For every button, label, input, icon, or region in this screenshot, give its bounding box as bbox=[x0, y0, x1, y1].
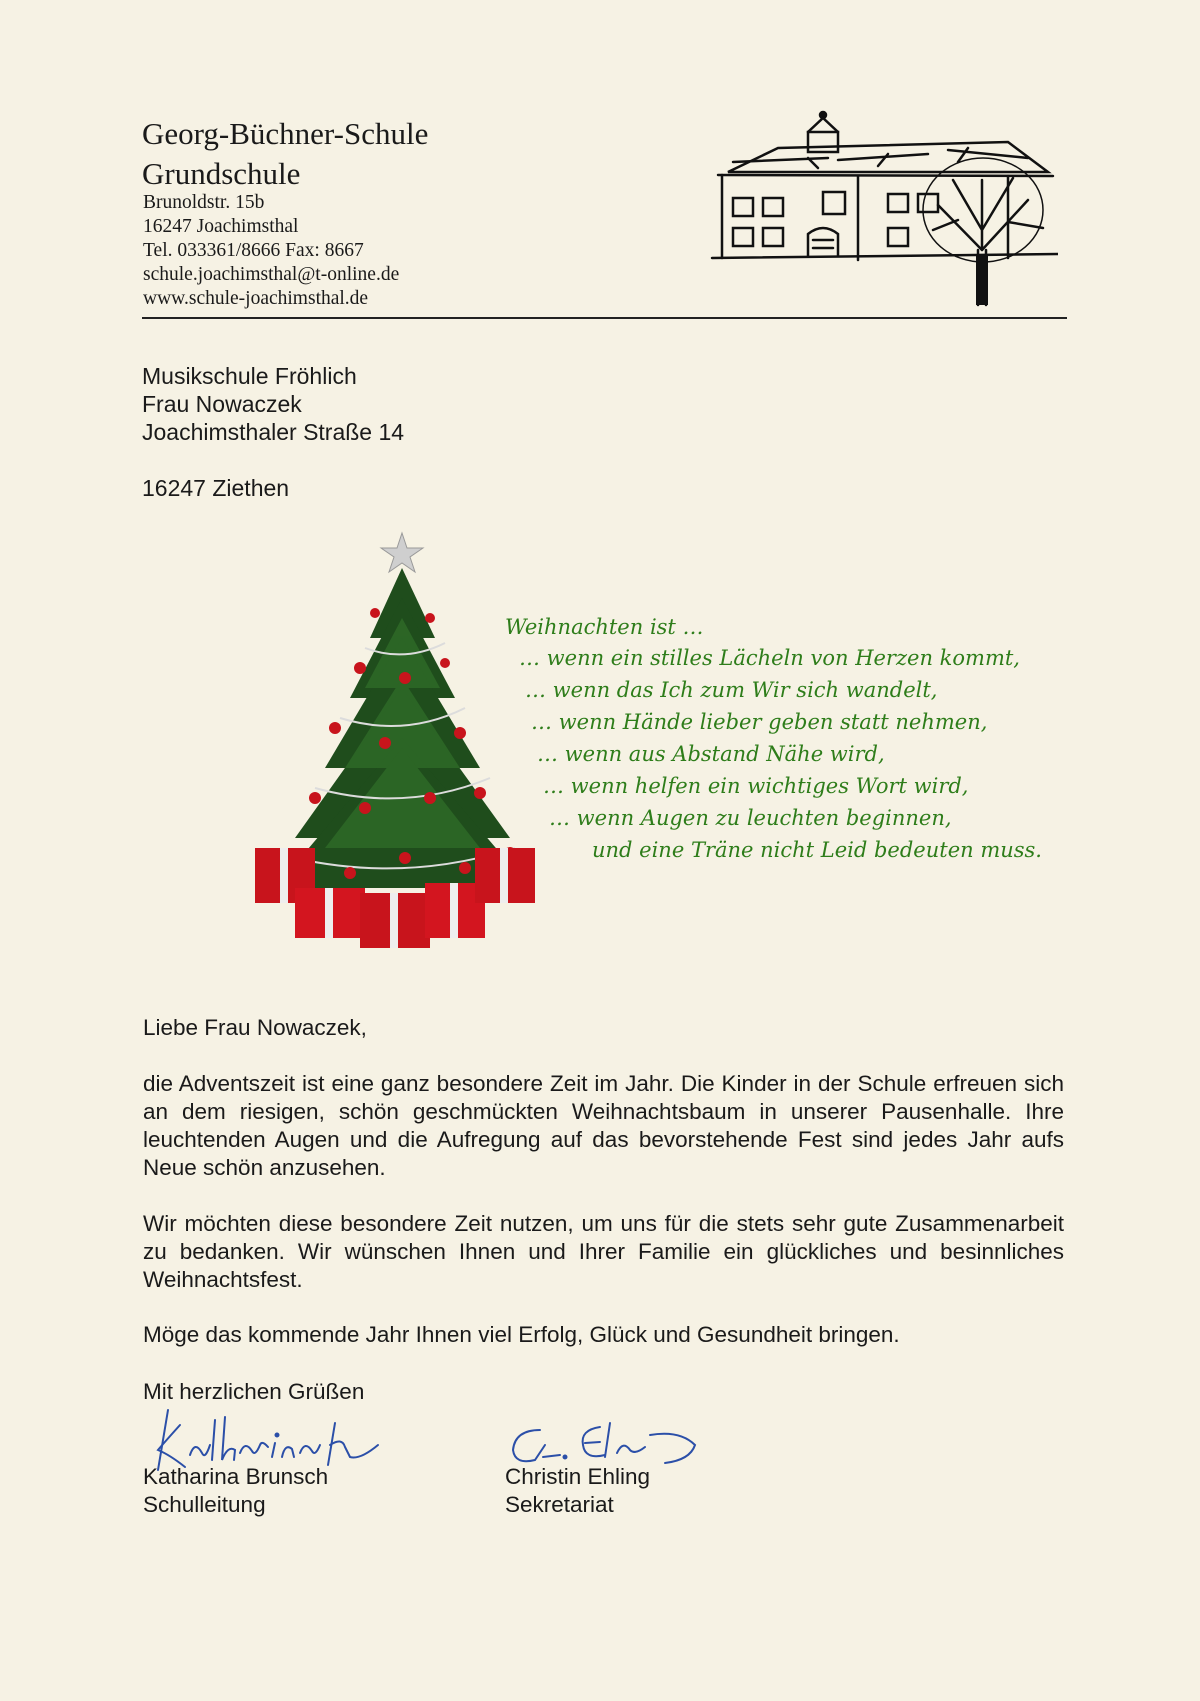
body-paragraph: Möge das kommende Jahr Ihnen viel Erfolg, Glück und Gesundheit bringen. bbox=[143, 1322, 900, 1347]
recipient-street: Joachimsthaler Straße 14 bbox=[142, 419, 405, 445]
recipient-city: 16247 Ziethen bbox=[142, 475, 290, 501]
school-email: schule.joachimsthal@t-online.de bbox=[143, 264, 400, 285]
school-name: Georg-Büchner-Schule bbox=[142, 116, 429, 151]
school-building-drawing bbox=[708, 110, 1058, 315]
school-street: Brunoldstr. 15b bbox=[143, 192, 265, 213]
christmas-tree-illustration bbox=[255, 528, 550, 948]
school-type: Grundschule bbox=[142, 156, 301, 191]
signer-role: Schulleitung bbox=[143, 1492, 266, 1517]
school-phone-fax: Tel. 033361/8666 Fax: 8667 bbox=[143, 240, 364, 261]
closing-greeting: Mit herzlichen Grüßen bbox=[143, 1379, 365, 1404]
letterhead-divider bbox=[142, 317, 1067, 319]
poem-line: Weihnachten ist … bbox=[505, 615, 704, 639]
school-city: 16247 Joachimsthal bbox=[143, 216, 299, 237]
poem-line: und eine Träne nicht Leid bedeuten muss. bbox=[592, 838, 1042, 862]
poem-line: … wenn das Ich zum Wir sich wandelt, bbox=[525, 678, 938, 702]
poem-line: … wenn Augen zu leuchten beginnen, bbox=[549, 806, 952, 830]
body-paragraph: Wir möchten diese besondere Zeit nutzen, um uns für die stets sehr gute Zusammenarbeit zu bedanken. Wir wünschen Ihnen und Ihrer Familie ein glückliches und besinnliches Weihnachtsfest. bbox=[143, 1211, 1064, 1292]
signer-name: Katharina Brunsch bbox=[143, 1464, 329, 1489]
poem-line: … wenn helfen ein wichtiges Wort wird, bbox=[543, 774, 969, 798]
poem-line: … wenn Hände lieber geben statt nehmen, bbox=[531, 710, 988, 734]
poem-line: … wenn ein stilles Lächeln von Herzen kommt, bbox=[519, 646, 1020, 670]
salutation: Liebe Frau Nowaczek, bbox=[143, 1015, 367, 1040]
recipient-organization: Musikschule Fröhlich bbox=[142, 363, 357, 389]
signer-name: Christin Ehling bbox=[505, 1464, 651, 1489]
body-paragraph: die Adventszeit ist eine ganz besondere Zeit im Jahr. Die Kinder in der Schule erfreuen sich an dem riesigen, schön geschmückten Weihnachtsbaum in unserer Pausenhalle. Ihre leuchtenden Augen und die Aufregung auf das bevorstehende Fest sind jedes Jahr aufs Neue schön anzusehen. bbox=[143, 1071, 1064, 1180]
school-website: www.schule-joachimsthal.de bbox=[143, 288, 369, 309]
signer-role: Sekretariat bbox=[505, 1492, 614, 1517]
poem-line: … wenn aus Abstand Nähe wird, bbox=[537, 742, 885, 766]
recipient-name: Frau Nowaczek bbox=[142, 391, 302, 417]
